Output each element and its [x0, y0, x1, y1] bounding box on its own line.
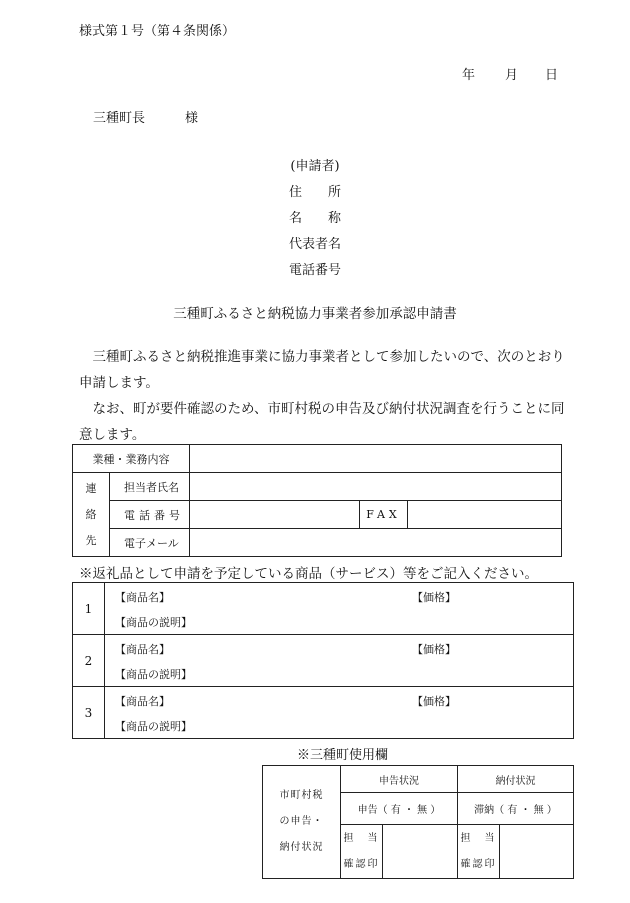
- office-use-title: ※三種町使用欄: [297, 748, 389, 763]
- product-price-label: 【価格】: [412, 695, 456, 708]
- declaration-seal-field[interactable]: [383, 825, 458, 879]
- applicant-block: [0, 157, 630, 287]
- product-name-label: 【商品名】: [115, 643, 170, 656]
- applicant-name-label: 名 称: [288, 211, 341, 226]
- product-cell[interactable]: [105, 687, 574, 739]
- date-month: 月: [505, 68, 519, 83]
- email-label: 電子メール: [110, 529, 190, 557]
- addressee-honorific: 様: [185, 111, 199, 126]
- product-cell[interactable]: [105, 583, 574, 635]
- payment-header: 納付状況: [458, 766, 574, 793]
- person-in-charge-field[interactable]: [190, 473, 562, 501]
- products-note: ※返礼品として申請を予定している商品（サービス）等をご記入ください。: [79, 566, 538, 582]
- product-name-label: 【商品名】: [115, 591, 170, 604]
- office-use-table: [262, 765, 574, 879]
- product-desc-label: 【商品の説明】: [115, 668, 192, 681]
- product-row: [73, 635, 574, 687]
- declaration-confirm-label: 担 当 確認印: [341, 825, 383, 879]
- product-number: 1: [73, 583, 105, 635]
- business-type-label: 業種・業務内容: [73, 445, 190, 473]
- applicant-representative-label: 代表者名: [288, 237, 341, 252]
- fax-label: FAX: [360, 501, 408, 529]
- product-desc-label: 【商品の説明】: [115, 616, 192, 629]
- product-number: 2: [73, 635, 105, 687]
- payment-confirm-label: 担 当 確認印: [458, 825, 500, 879]
- addressee: [93, 107, 198, 126]
- body-text: [79, 344, 567, 448]
- form-number: 様式第１号（第４条関係）: [79, 24, 236, 39]
- payment-status: 滞納（ 有 ・ 無 ）: [458, 793, 574, 825]
- declaration-status: 申告（ 有 ・ 無 ）: [341, 793, 458, 825]
- contact-table: [72, 444, 562, 557]
- product-price-label: 【価格】: [412, 643, 456, 656]
- applicant-heading: (申請者): [290, 159, 340, 174]
- business-type-field[interactable]: [190, 445, 562, 473]
- document-title: 三種町ふるさと納税協力事業者参加承認申請書: [173, 306, 457, 322]
- product-number: 3: [73, 687, 105, 739]
- products-table: [72, 582, 574, 739]
- date-day: 日: [545, 68, 559, 83]
- phone-label: 電話番号: [110, 501, 190, 529]
- payment-seal-field[interactable]: [500, 825, 574, 879]
- body-paragraph-2: なお、町が要件確認のため、市町村税の申告及び納付状況調査を行うことに同意します。: [79, 401, 565, 443]
- declaration-header: 申告状況: [341, 766, 458, 793]
- contact-label: 連 絡 先: [73, 473, 110, 557]
- body-paragraph-1: 三種町ふるさと納税推進事業に協力事業者として参加したいので、次のとおり申請します。: [79, 349, 565, 391]
- applicant-address-label: 住 所: [288, 185, 341, 200]
- product-name-label: 【商品名】: [115, 695, 170, 708]
- person-in-charge-label: 担当者氏名: [110, 473, 190, 501]
- product-desc-label: 【商品の説明】: [115, 720, 192, 733]
- product-row: [73, 583, 574, 635]
- tax-status-label: 市町村税 の申告・ 納付状況: [263, 766, 341, 879]
- phone-field[interactable]: [190, 501, 360, 529]
- addressee-name: 三種町長: [93, 111, 146, 126]
- applicant-phone-label: 電話番号: [288, 263, 341, 278]
- fax-field[interactable]: [408, 501, 562, 529]
- email-field[interactable]: [190, 529, 562, 557]
- date-year: 年: [462, 68, 476, 83]
- product-row: [73, 687, 574, 739]
- product-price-label: 【価格】: [412, 591, 456, 604]
- product-cell[interactable]: [105, 635, 574, 687]
